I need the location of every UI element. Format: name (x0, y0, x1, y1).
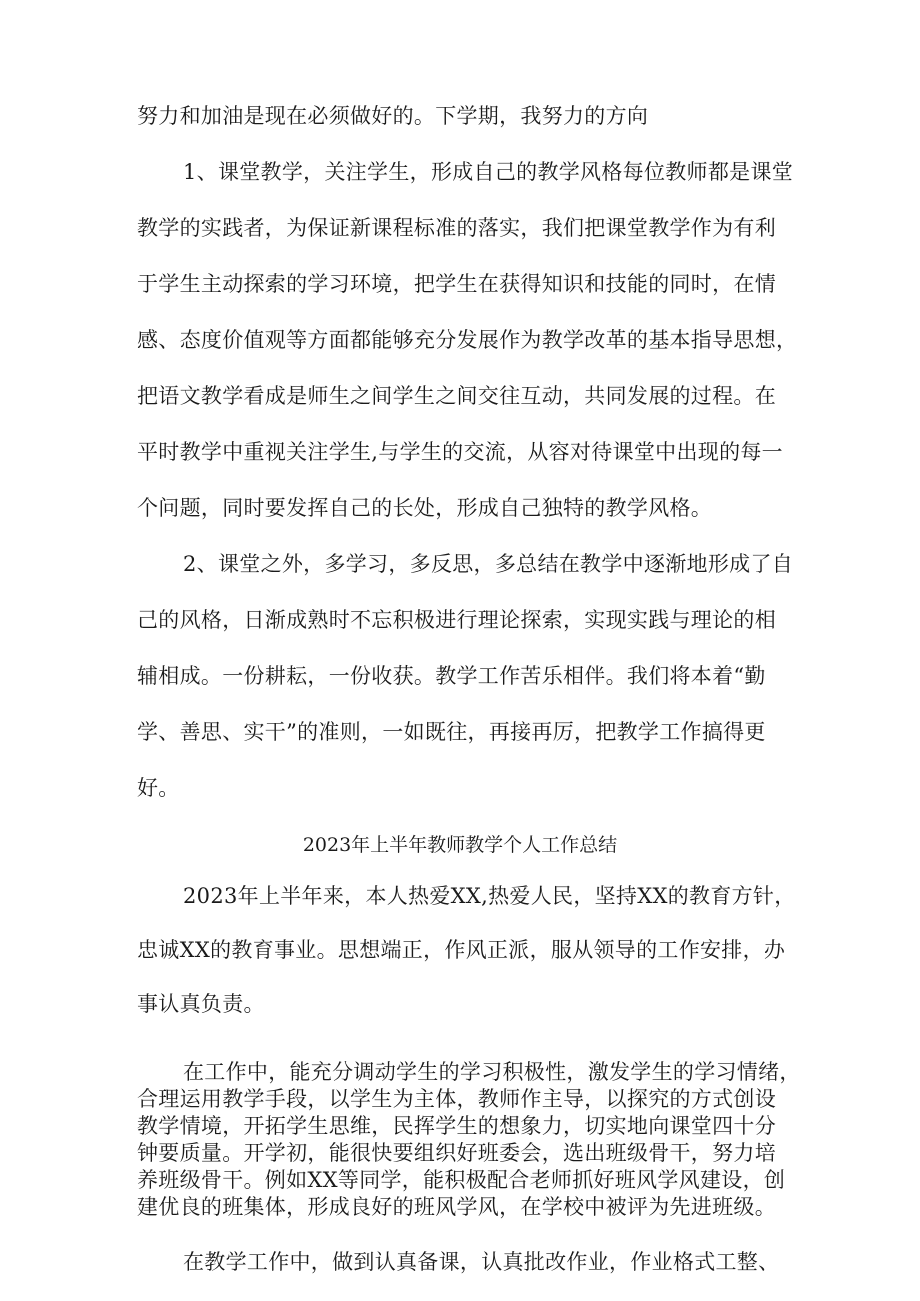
paragraph-line: 建优良的班集体，形成良好的班风学风，在学校中被评为先进班级。 (137, 1195, 776, 1219)
paragraph-line: 把语文教学看成是师生之间学生之间交往互动，共同发展的过程。在 (137, 384, 776, 408)
paragraph-line: 事认真负责。 (137, 992, 265, 1016)
paragraph-line: 教学情境，开拓学生思维，民挥学生的想象力，切实地向课堂四十分 (137, 1114, 776, 1138)
paragraph-line: 养班级骨干。例如XX等同学，能积极配合老师抓好班风学风建设，创 (137, 1168, 786, 1192)
section-title: 2023年上半年教师教学个人工作总结 (302, 834, 618, 856)
paragraph-line: 于学生主动探索的学习环境，把学生在获得知识和技能的同时，在情 (137, 272, 776, 296)
paragraph-line: 平时教学中重视关注学生,与学生的交流，从容对待课堂中出现的每一 (137, 440, 783, 464)
paragraph-line: 2、课堂之外，多学习，多反思，多总结在教学中逐渐地形成了自 (183, 552, 794, 576)
paragraph-line: 1、课堂教学，关注学生，形成自己的教学风格每位教师都是课堂 (183, 160, 794, 184)
paragraph-line: 学、善思、实干”的准则，一如既往，再接再厉，把教学工作搞得更 (137, 720, 766, 744)
paragraph-line: 2023年上半年来，本人热爱XX,热爱人民，坚持XX的教育方针， (183, 884, 796, 908)
paragraph-line: 合理运用教学手段，以学生为主体，教师作主导，以探究的方式创设 (137, 1087, 776, 1111)
paragraph-line: 辅相成。一份耕耘，一份收获。教学工作苦乐相伴。我们将本着“勤 (137, 664, 766, 688)
paragraph-line: 在工作中，能充分调动学生的学习积极性，激发学生的学习情绪， (183, 1060, 801, 1084)
paragraph-line: 在教学工作中，做到认真备课，认真批改作业，作业格式工整、 (183, 1250, 780, 1274)
paragraph-line: 己的风格，日渐成熟时不忘积极进行理论探索，实现实践与理论的相 (137, 608, 776, 632)
paragraph-line: 个问题，同时要发挥自己的长处，形成自己独特的教学风格。 (137, 496, 713, 520)
intro-line: 努力和加油是现在必须做好的。下学期，我努力的方向 (137, 104, 649, 128)
paragraph-line: 教学的实践者，为保证新课程标准的落实，我们把课堂教学作为有利 (137, 216, 776, 240)
paragraph-line: 感、态度价值观等方面都能够充分发展作为教学改革的基本指导思想， (137, 328, 798, 352)
paragraph-line: 好。 (137, 776, 180, 800)
paragraph-line: 忠诚XX的教育事业。思想端正，作风正派，服从领导的工作安排，办 (137, 938, 786, 962)
paragraph-line: 钟要质量。开学初，能很快要组织好班委会，选出班级骨干，努力培 (137, 1141, 776, 1165)
